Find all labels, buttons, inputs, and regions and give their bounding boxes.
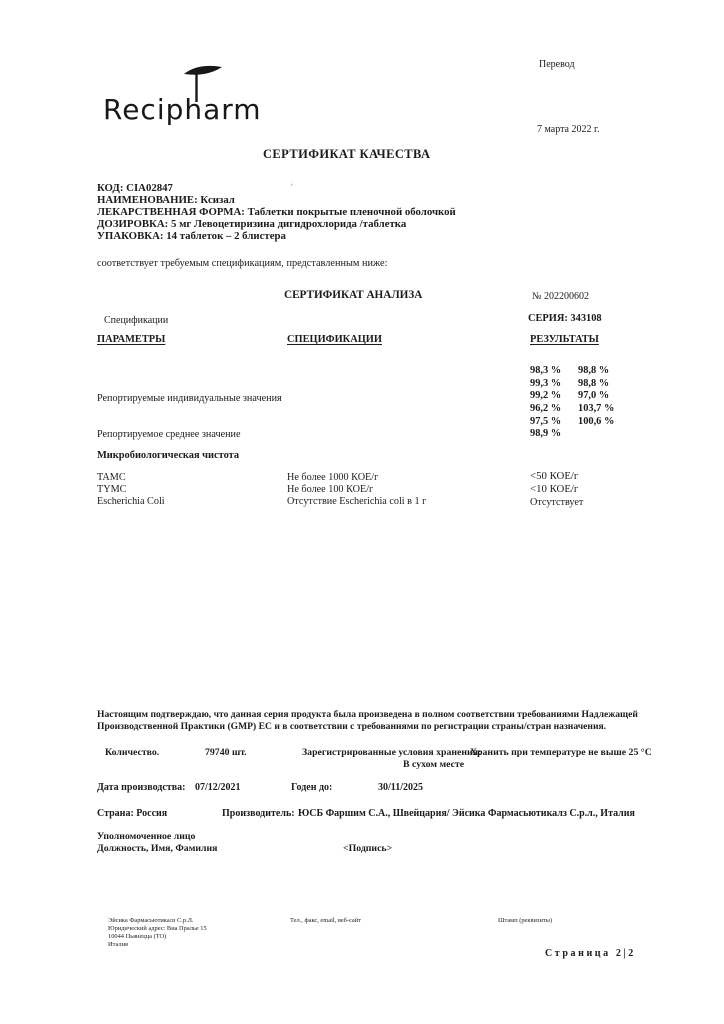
column-header-results: РЕЗУЛЬТАТЫ — [530, 334, 599, 345]
analysis-title: СЕРТИФИКАТ АНАЛИЗА — [284, 289, 423, 301]
quantity-label: Количество. — [105, 747, 160, 758]
authorized-person-line2: Должность, Имя, Фамилия — [97, 843, 218, 854]
micro-result-tymc: <10 КОЕ/г — [530, 483, 579, 495]
product-code-label: КОД: — [97, 182, 124, 194]
product-package-label: УПАКОВКА: — [97, 230, 164, 242]
mean-value-label: Репортируемое среднее значение — [97, 429, 241, 440]
footer-contacts: Тел., факс, email, веб-сайт — [290, 917, 361, 924]
individual-values-label: Репортируемые индивидуальные значения — [97, 393, 282, 404]
value-cell: 97,5 % — [530, 415, 562, 427]
micro-spec-tymc: Не более 100 КОЕ/г — [287, 484, 374, 495]
product-package-value: 14 таблеток – 2 блистера — [166, 230, 286, 242]
analysis-number: № 202200602 — [532, 291, 590, 302]
product-row-package — [97, 230, 286, 242]
value-cell: 98,8 % — [578, 365, 610, 376]
product-row-name — [97, 194, 235, 206]
footer-company-country: Италия — [108, 941, 128, 948]
column-header-parameters: ПАРАМЕТРЫ — [97, 334, 166, 345]
individual-values-col1 — [530, 365, 561, 429]
storage-conditions-label: Зарегистрированные условия хранения: — [302, 747, 482, 758]
value-cell: 98,8 % — [578, 377, 610, 389]
individual-values-col2 — [578, 365, 614, 429]
product-form-value: Таблетки покрытые пленочной оболочкой — [247, 206, 456, 218]
country: Страна: Россия — [97, 808, 168, 819]
conformity-statement: соответствует требуемым спецификациям, представленным ниже: — [97, 258, 388, 269]
translation-label: Перевод — [539, 59, 575, 70]
producer-label: Производитель: — [222, 808, 295, 819]
recipharm-logo: Recipharm — [103, 93, 262, 126]
product-dosage-value: 5 мг Левоцетиризина дигидрохлорида /таблетка — [170, 218, 407, 230]
value-cell: 103,7 % — [578, 403, 615, 415]
scan-artifact: ʹ — [291, 182, 293, 192]
micro-param-tamc: TAMC — [97, 472, 126, 483]
expiry-label: Годен до: — [291, 782, 333, 793]
value-cell: 96,2 % — [530, 403, 562, 415]
authorized-person-line1: Уполномоченное лицо — [97, 831, 196, 842]
gmp-statement-line1: Настоящим подтверждаю, что данная серия продукта была произведена в полном соответствии требованиями Надлежащей — [97, 709, 638, 720]
value-cell: 97,0 % — [578, 390, 610, 402]
value-cell: 98,3 % — [530, 365, 562, 376]
mean-value: 98,9 % — [530, 428, 562, 439]
footer-company-block — [108, 917, 207, 949]
footer-company-city: 10044 Пьянецца (ТО) — [108, 933, 167, 940]
producer-value: ЮСБ Фаршим С.А., Швейцария/ Эйсика Фармасьютикалз С.р.л., Италия — [298, 808, 635, 819]
value-cell: 99,2 % — [530, 390, 562, 402]
product-dosage-label: ДОЗИРОВКА: — [97, 218, 169, 230]
quantity-value: 79740 шт. — [205, 747, 247, 758]
column-header-specifications: СПЕЦИФИКАЦИИ — [287, 334, 382, 345]
footer-company-address: Юридический адрес: Виа Пралье 15 — [108, 925, 207, 932]
product-row-code — [97, 182, 173, 194]
value-cell: 100,6 % — [578, 415, 615, 427]
product-row-dosage — [97, 218, 406, 230]
signature-placeholder: <Подпись> — [343, 843, 393, 854]
micro-purity-title: Микробиологическая чистота — [97, 450, 240, 461]
value-cell: 99,3 % — [530, 377, 562, 389]
storage-conditions-value: Хранить при температуре не выше 25 °C — [470, 747, 652, 758]
product-name-label: НАИМЕНОВАНИЕ: — [97, 194, 198, 206]
mfg-date-label: Дата производства: — [97, 782, 186, 793]
document-date: 7 марта 2022 г. — [537, 124, 600, 135]
mfg-date-value: 07/12/2021 — [195, 782, 241, 793]
micro-spec-tamc: Не более 1000 КОЕ/г — [287, 472, 379, 483]
micro-spec-ecoli: Отсутствие Escherichia coli в 1 г — [287, 496, 427, 507]
expiry-value: 30/11/2025 — [378, 782, 424, 793]
leaf-icon — [182, 58, 232, 106]
micro-result-ecoli: Отсутствует — [530, 497, 584, 508]
micro-param-ecoli: Escherichia Coli — [97, 496, 165, 507]
specifications-label: Спецификации — [104, 315, 169, 326]
page-number: Страница 2|2 — [545, 948, 636, 959]
series-number: СЕРИЯ: 343108 — [528, 313, 602, 324]
footer-company-name: Эйсика Фармасьютикалз С.р.Л. — [108, 917, 194, 924]
micro-result-tamc: <50 КОЕ/г — [530, 470, 579, 482]
product-code-value: CIA02847 — [126, 182, 173, 194]
gmp-statement-line2: Производственной Практики (GMP) ЕС и в соответствии с требованиями по регистрации страны/стран назначения. — [97, 721, 607, 732]
product-name-value: Ксизал — [200, 194, 235, 206]
micro-param-tymc: TYMC — [97, 484, 127, 495]
product-row-form — [97, 206, 456, 218]
footer-stamp: Штамп (реквизиты) — [498, 917, 553, 924]
product-form-label: ЛЕКАРСТВЕННАЯ ФОРМА: — [97, 206, 245, 218]
storage-conditions-value2: В сухом месте — [403, 759, 465, 770]
page-title: СЕРТИФИКАТ КАЧЕСТВА — [263, 147, 431, 161]
